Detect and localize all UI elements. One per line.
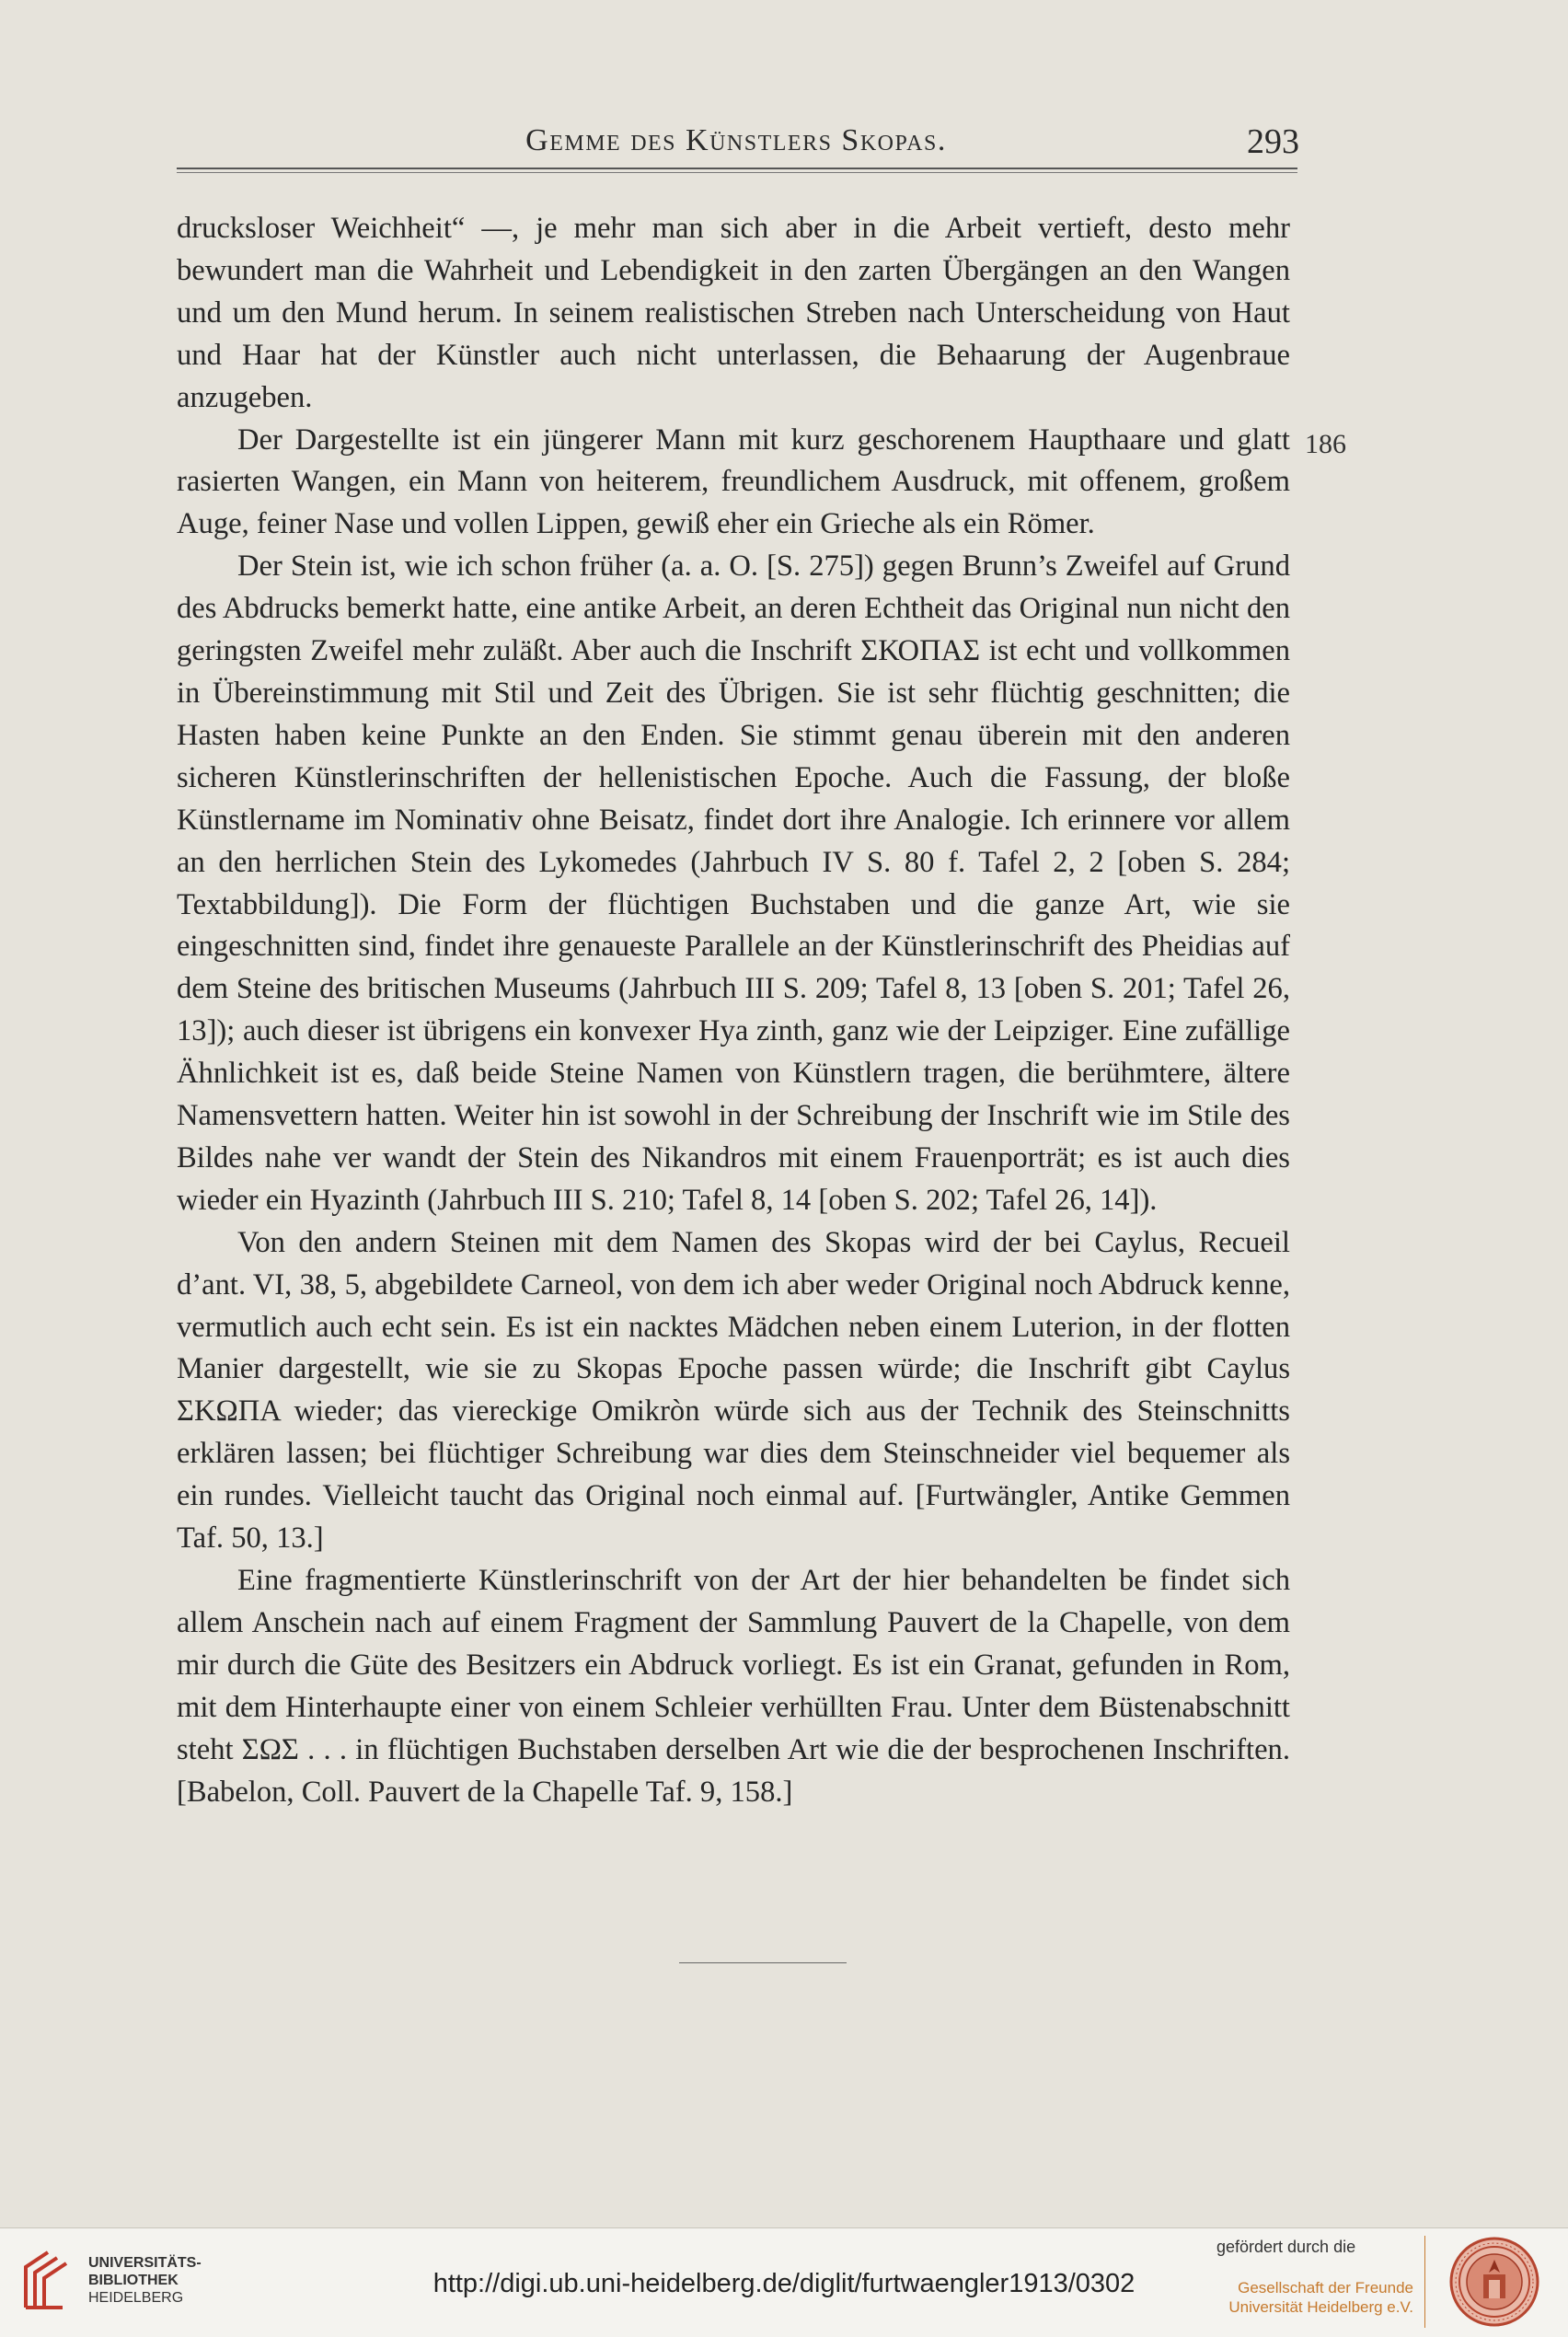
text-line: Schleier verhüllten Frau. Unter dem Büstenabschnitt steht ΣΩΣ . . . in flüchtigen (177, 1690, 1290, 1766)
source-url-link[interactable]: http://digi.ub.uni-heidelberg.de/diglit/furtwaengler1913/0302 (432, 2269, 1136, 2298)
sponsor-name (1213, 2278, 1413, 2317)
text-line: würde sich aus der Technik des Steinschnitts erklären lassen; bei flüchtiger (177, 1394, 1290, 1471)
text-line: ein Hyazinth (Jahrbuch III S. 210; Tafel 8, 14 [oben S. 202; Tafel 26, 14]). (265, 1183, 1158, 1217)
text-line: der hellenistischen Epoche. Auch die Fassung, der bloße Künstlername im (177, 760, 1290, 837)
text-line: Es ist ein Granat, gefunden in Rom, mit dem Hinterhaupte einer von einem (177, 1648, 1290, 1724)
text-line: Namen von Künstlern tragen, die berühmtere, ältere Namensvettern hatten. Weiter (177, 1057, 1290, 1133)
running-title: Gemme des Künstlers Skopas. (525, 123, 947, 157)
text-line: zinth, ganz wie der Leipziger. Eine zufällige Ähnlichkeit ist es, daß beide Steine (177, 1014, 1290, 1091)
text-line: taucht das Original noch einmal auf. [Furtwängler, Antike Gemmen Taf. 50, 13.] (177, 1479, 1290, 1556)
paragraph (177, 1222, 1290, 1560)
text-line: mehr bewundert man die Wahrheit und Lebendigkeit in den zarten Übergängen (177, 212, 1290, 287)
header-rule (177, 168, 1297, 169)
text-line: Eine fragmentierte Künstlerinschrift von der Art der hier behandelten be (237, 1564, 1147, 1597)
footer-bar (0, 2227, 1568, 2337)
text-line: 8, 13 [oben S. 201; Tafel 26, 13]); auch dieser ist übrigens ein konvexer Hya (177, 972, 1290, 1048)
text-line: neben einem Luterion, in der flotten Manier dargestellt, wie sie zu Skopas Epoche (177, 1310, 1290, 1386)
text-line: wandt der Stein des Nikandros mit einem Frauenporträt; es ist auch dies wieder (177, 1140, 1290, 1217)
text-line: Original nun nicht den geringsten Zweifel mehr zuläßt. Aber auch die Inschrift (177, 592, 1290, 668)
university-seal-icon (1448, 2236, 1540, 2328)
sponsor-name-line: Universität Heidelberg e.V. (1228, 2298, 1413, 2316)
text-line: Unterscheidung von Haut und Haar hat der Künstler auch nicht unterlassen, die (177, 295, 1290, 372)
library-name-line: UNIVERSITÄTS- (88, 2255, 202, 2271)
paragraph (177, 1560, 1290, 1813)
sponsor-caption: gefördert durch die (1216, 2238, 1356, 2256)
text-line: findet sich allem Anschein nach auf einem Fragment der Sammlung Pauvert de (177, 1564, 1290, 1639)
library-name-line: HEIDELBERG (88, 2290, 184, 2306)
text-line: Übrigen. Sie ist sehr flüchtig geschnitten; die Hasten haben keine Punkte an (177, 676, 1290, 752)
text-line: passen würde; die Inschrift gibt Caylus ΣΚΩΠΑ wieder; das viereckige Omikròn (177, 1352, 1290, 1429)
text-line: Der Stein ist, wie ich schon früher (a. a. O. [S. 275]) gegen Brunn’s Zweifel (237, 550, 1159, 584)
text-line: Der Dargestellte ist ein jüngerer Mann mit kurz geschorenem Haupthaare und (237, 422, 1225, 457)
end-rule (679, 1962, 847, 1963)
text-line: Behaarung der Augenbraue anzugeben. (177, 338, 1290, 414)
text-line: Textabbildung]). Die Form der flüchtigen Buchstaben und die ganze Art, wie (177, 887, 1236, 921)
sponsor-name-line: Gesellschaft der Freunde (1238, 2279, 1413, 2297)
text-line: hin ist sowohl in der Schreibung der Inschrift wie im Stile des Bildes nahe ver (177, 1099, 1290, 1174)
library-name-line: BIBLIOTHEK (88, 2273, 179, 2288)
text-line: glatt rasierten Wangen, ein Mann von heiterem, freundlichem Ausdruck, mit offenem, (177, 422, 1290, 499)
page-number: 293 (1247, 122, 1299, 161)
text-line: Buchstaben derselben Art wie die der besprochenen Inschriften. [Babelon, Coll. (177, 1732, 1290, 1809)
text-line: Von den andern Steinen mit dem Namen des Skopas wird der bei Caylus, (237, 1225, 1185, 1259)
paragraph (177, 208, 1290, 420)
text-line: Recueil d’ant. VI, 38, 5, abgebildete Carneol, von dem ich aber weder Original (177, 1225, 1290, 1302)
text-line: Pauvert de la Chapelle Taf. 9, 158.] (368, 1775, 793, 1809)
text-line: drucksloser Weichheit“ —, je mehr man sich aber in die Arbeit vertieft, desto (177, 212, 1213, 245)
text-line: la Chapelle, von dem mir durch die Güte des Besitzers ein Abdruck vorliegt. (177, 1605, 1290, 1682)
text-line: ΣΚΟΠΑΣ ist echt und vollkommen in Übereinstimmung mit Stil und Zeit des (177, 634, 1290, 710)
paragraph (177, 546, 1290, 1222)
text-line: den herrlichen Stein des Lykomedes (Jahrbuch IV S. 80 f. Tafel 2, 2 [oben S. 284; (218, 845, 1290, 879)
text-line: auf Grund des Abdrucks bemerkt hatte, eine antike Arbeit, an deren Echtheit das (177, 550, 1290, 626)
header-rule-thin (177, 172, 1297, 173)
text-line: großem Auge, feiner Nase und vollen Lippen, gewiß eher ein Grieche als ein Römer. (177, 465, 1290, 541)
text-line: des Pheidias auf dem Steine des britischen Museums (Jahrbuch III S. 209; Tafel (177, 930, 1290, 1006)
paragraph (177, 420, 1290, 547)
text-line: den Enden. Sie stimmt genau überein mit den anderen sicheren Künstlerinschriften (177, 718, 1290, 794)
text-line: sie eingeschnitten sind, findet ihre genaueste Parallele an der Künstlerinschrift (177, 887, 1290, 964)
text-line: an den Wangen und um den Mund herum. In seinem realistischen Streben nach (177, 253, 1290, 330)
margin-note: 186 (1305, 429, 1346, 459)
text-line: Schreibung war dies dem Steinschneider viel bequemer als ein rundes. Vielleicht (177, 1437, 1290, 1513)
sponsor-divider (1424, 2236, 1425, 2328)
text-line: Nominativ ohne Beisatz, findet dort ihre Analogie. Ich erinnere vor allem an (177, 803, 1290, 879)
body-text (177, 208, 1290, 1813)
page-header (173, 118, 1299, 164)
text-line: noch Abdruck kenne, vermutlich auch echt sein. Es ist ein nacktes Mädchen (177, 1267, 1290, 1344)
